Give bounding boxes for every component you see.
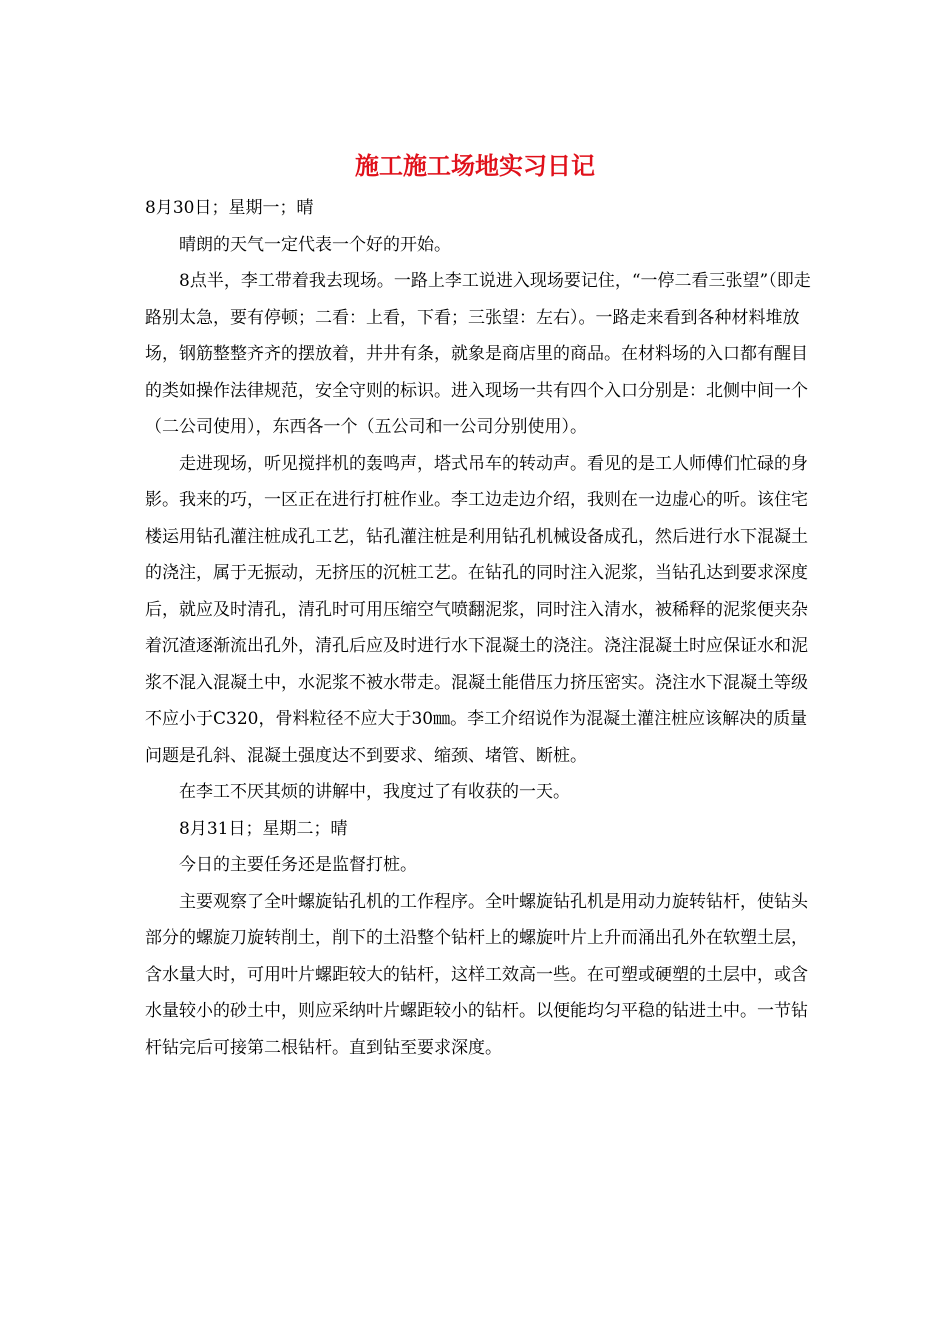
document-title: 施工施工场地实习日记 [355, 151, 595, 180]
paragraph: 今日的主要任务还是监督打桩。 [179, 855, 417, 875]
document-body [145, 190, 815, 1066]
paragraph: 在李工不厌其烦的讲解中，我度过了有收获的一天。 [179, 782, 570, 802]
paragraph: 走进现场，听见搅拌机的轰鸣声，塔式吊车的转动声。看见的是工人师傅们忙碌的身影。我来的巧，一区正在进行打桩作业。李工边走边介绍，我则在一边虚心的听。该住宅楼运用钻孔灌注桩成孔工艺，钻孔灌注桩是利用钻孔机械设备成孔，然后进行水下混凝土的浇注，属于无振动，无挤压的沉桩工艺。在钻孔的同时注入泥浆，当钻孔达到要求深度后，就应及时清孔，清孔时可用压缩空气喷翻泥浆，同时注入清水，被稀释的泥浆便夹杂着沉渣逐渐流出孔外，清孔后应及时进行水下混凝土的浇注。浇注混凝土时应保证水和泥浆不混入混凝土中，水泥浆不被水带走。混凝土能借压力挤压密实。浇注水下混凝土等级不应小于C320，骨料粒径不应大于30㎜。李工介绍说作为混凝土灌注桩应该解决的质量问题是孔斜、混凝土强度达不到要求、缩颈、堵管、断桩。 [145, 453, 808, 766]
paragraph: 8点半，李工带着我去现场。一路上李工说进入现场要记住，“一停二看三张望”（即走路别太急，要有停顿；二看：上看，下看；三张望：左右）。一路走来看到各种材料堆放场，钢筋整整齐齐的摆放着，井井有条，就象是商店里的商品。在材料场的入口都有醒目的类如操作法律规范，安全守则的标识。进入现场一共有四个入口分别是：北侧中间一个（二公司使用），东西各一个（五公司和一公司分别使用）。 [145, 271, 811, 437]
paragraph: 主要观察了全叶螺旋钻孔机的工作程序。全叶螺旋钻孔机是用动力旋转钻杆，使钻头部分的螺旋刀旋转削土，削下的土沿整个钻杆上的螺旋叶片上升而涌出孔外在软塑土层，含水量大时，可用叶片螺距较大的钻杆，这样工效高一些。在可塑或硬塑的土层中，或含水量较小的砂土中，则应采纳叶片螺距较小的钻杆。以便能均匀平稳的钻进土中。一节钻杆钻完后可接第二根钻杆。直到钻至要求深度。 [145, 891, 808, 1058]
paragraph: 晴朗的天气一定代表一个好的开始。 [179, 234, 451, 255]
diary-date-heading: 8月31日；星期二；晴 [179, 818, 348, 839]
diary-date-heading: 8月30日；星期一；晴 [145, 198, 314, 218]
